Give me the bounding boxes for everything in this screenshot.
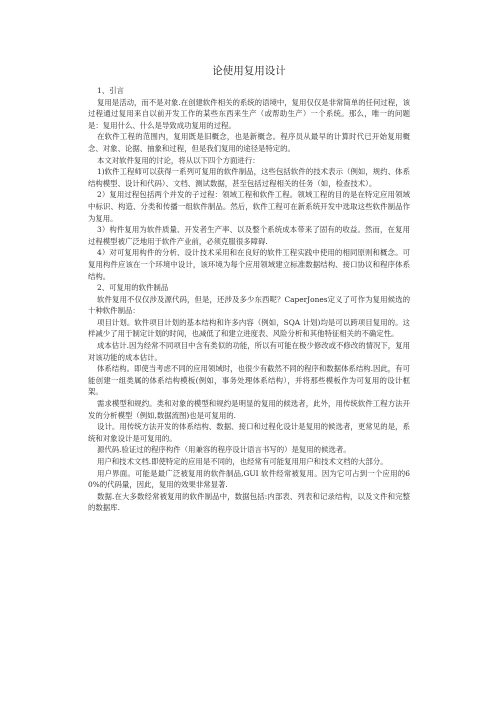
paragraph: 设计。用传统方法开发的体系结构、数据、接口和过程化设计是复用的候选者，更常见的是，系统和对象设计是可复用的。 <box>88 422 410 443</box>
paragraph: 体系结构。即使当考虑不同的应用领域时，也很少有截然不同的程序和数据体系结构.因此，有可能创建一组类属的体系结构模板(例如，事务处理体系结构），并将那些模板作为可复用的设计框架。 <box>88 364 410 397</box>
paragraph: 项目计划。软件项目计划的基本结构和许多内容（例如，SQA 计划)均是可以跨项目复用的。这样减少了用于制定计划的时间，也减低了和建立进度表、风险分析和其他特征相关的不确定性。 <box>88 317 410 339</box>
paragraph: 用户和技术文档.即使特定的应用是不同的，也经常有可能复用用户和技术文档的大部分。 <box>97 457 388 466</box>
paragraph: 在软件工程的范围内，复用既是旧概念，也是新概念。程序员从最早的计算时代已开始复用概念、对象、论据、抽象和过程，但是我们复用的途径是特定的。 <box>88 132 410 153</box>
page-title: 论使用复用设计 <box>212 65 286 77</box>
paragraph: 成本估计.因为经常不同项目中含有类似的功能，所以有可能在极少修改或不修改的情况下，复用对该功能的成本估计。 <box>88 341 410 362</box>
paragraph: 用户界面。可能是最广泛被复用的软件制品,GUI 软件经常被复用。因为它可占到一个应用的60%的代码量，因此，复用的效果非常显著. <box>88 468 410 490</box>
paragraph: 复用是活动，而不是对象.在创建软件相关的系统的语境中，复用仅仅是非常简单的任何过程，该过程通过复用来自以前开发工作的某些东西来生产（或帮助生产）一个系统。那么，唯一的问题是：复用什么、什么是导致成功复用的过程。 <box>88 97 410 130</box>
document-page <box>88 64 410 514</box>
paragraph: 源代码.验证过的程序构件（用兼容的程序设计语言书写的）是复用的候选者。 <box>97 445 351 455</box>
list-item: 3）构件复用为软件质量、开发者生产率、以及整个系统成本带来了固有的收益。然而，在复用过程模型被广泛地用于软件产业前，必须克服很多障碍. <box>88 225 410 246</box>
list-item: 4）对可复用构件的分析、设计技术采用和在良好的软件工程实践中使用的相同原则和概念。可复用构件应该在一个环境中设计，该环境为每个应用领域建立标准数据结构、接口协议和程序体系结构。 <box>88 248 410 281</box>
section-heading: 1、引言 <box>97 86 124 95</box>
section-heading: 2、可复用的软件制品 <box>97 283 169 293</box>
paragraph: 数据.在大多数经常被复用的软件制品中，数据包括:内部表、列表和记录结构，以及文件和完整的数据库. <box>88 491 410 513</box>
paragraph: 需求模型和规约。类和对象的模型和规约是明显的复用的候选者，此外，用传统软件工程方法开发的分析模型（例如,数据流图)也是可复用的. <box>88 399 410 420</box>
paragraph: 本文对软件复用的讨论，将从以下四个方面进行： <box>97 155 260 165</box>
paragraph: 软件复用不仅仅涉及源代码，但是，还涉及多少东西呢？CaperJones定义了可作为复用候选的十种软件制品： <box>88 294 410 316</box>
document-body <box>88 85 410 514</box>
list-item: 1)软件工程师可以获得一系列可复用的软件制品，这些包括软件的技术表示（例如，规约、体系结构模型、设计和代码）、文档、测试数据，甚至包括过程相关的任务（如，检查技术）。 <box>88 167 410 188</box>
list-item: 2）复用过程包括两个并发的子过程：领域工程和软件工程。领域工程的目的是在特定应用领域中标识、构造、分类和传播一组软件制品。然后，软件工程可在新系统开发中选取这些软件制品作为复用。 <box>88 190 410 223</box>
